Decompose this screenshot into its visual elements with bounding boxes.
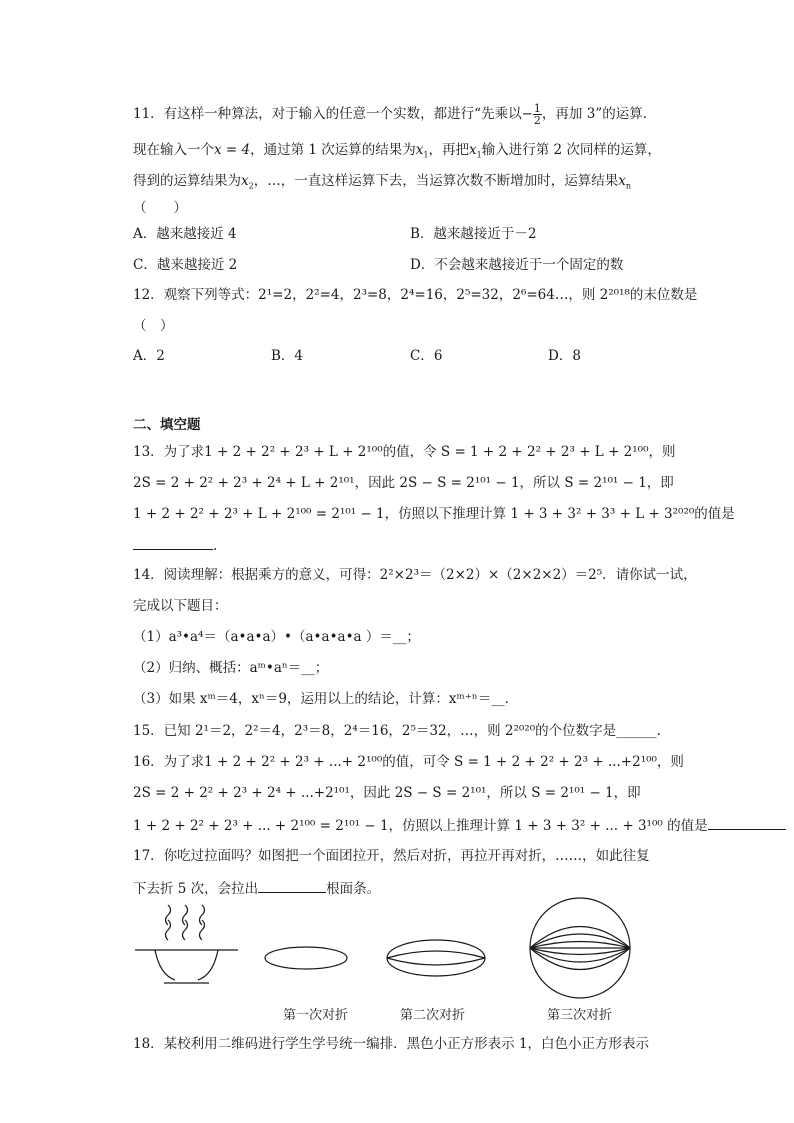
q14-line1: 14．阅读理解：根据乘方的意义，可得：2²×2³＝（2×2）×（2×2×2）＝2⁵．请你试一试， bbox=[133, 567, 697, 583]
second-fold-shape bbox=[387, 940, 485, 976]
q12-answer-paren: （ ） bbox=[133, 318, 174, 334]
q12-stem: 12．观察下列等式：2¹=2，2²=4，2³=8，2⁴=16，2⁵=32，2⁶=64…，则 2²⁰¹⁸的末位数是 bbox=[133, 287, 698, 303]
q11-line3: 得到的运算结果为$x_2$，…，一直这样运算下去，当运算次数不断增加时，运算结果$x_n$ bbox=[133, 173, 631, 191]
q15-stem: 15．已知 2¹＝2，2²＝4，2³＝8，2⁴＝16，2⁵＝32，…，则 2²⁰²⁰的个位数字是______. bbox=[133, 723, 661, 739]
q13-answer-line: . bbox=[133, 535, 217, 555]
q12-option-c: C．6 bbox=[410, 348, 443, 364]
q16-line2: 2S = 2 + 2² + 2³ + 2⁴ + ...+2¹⁰¹，因此 2S − S = 2¹⁰¹，所以 S = 2¹⁰¹ − 1，即 bbox=[133, 785, 641, 801]
q18-line1: 18．某校利用二维码进行学生学号统一编排．黑色小正方形表示 1，白色小正方形表示 bbox=[133, 1036, 650, 1052]
q11-option-b: B．越来越接近于－2 bbox=[410, 226, 537, 242]
first-fold-shape bbox=[265, 947, 347, 969]
q13-line1: 13．为了求1 + 2 + 2² + 2³ + L + 2¹⁰⁰的值，令 S = 1 + 2 + 2² + 2³ + L + 2¹⁰⁰，则 bbox=[133, 444, 676, 460]
third-fold-shape bbox=[530, 898, 630, 998]
q11-option-a: A．越来越接近 4 bbox=[133, 226, 237, 242]
q11-answer-paren: （ ） bbox=[133, 200, 187, 216]
section-heading-fill-in: 二、填空题 bbox=[133, 417, 201, 433]
q17-line1: 17．你吃过拉面吗？如图把一个面团拉开，然后对折，再拉开再对折，……，如此往复 bbox=[133, 848, 650, 864]
fraction-one-half: $\frac{1}{2}$ bbox=[533, 102, 541, 127]
bowl-icon bbox=[135, 905, 238, 983]
q14-part3: （3）如果 xᵐ＝4，xⁿ＝9，运用以上的结论，计算：xᵐ⁺ⁿ＝__． bbox=[133, 691, 519, 707]
q12-option-a: A．2 bbox=[133, 348, 165, 364]
second-fold-label: 第二次对折 bbox=[400, 1008, 466, 1023]
q14-part2: （2）归纳、概括：aᵐ•aⁿ＝__； bbox=[133, 660, 329, 676]
q11-line2: 现在输入一个x = 4，通过第 1 次运算的结果为$x_1$，再把$x_1$输入进行第 2 次同样的运算， bbox=[133, 142, 661, 160]
q14-part1: （1）a³•a⁴＝（a•a•a）•（a•a•a•a ）＝__； bbox=[133, 629, 420, 645]
q11-option-c: C．越来越接近 2 bbox=[133, 257, 238, 273]
q11-option-d: D．不会越来越接近于一个固定的数 bbox=[410, 257, 624, 273]
first-fold-label: 第一次对折 bbox=[283, 1008, 349, 1023]
q14-line2: 完成以下题目： bbox=[133, 598, 228, 614]
q16-line3: 1 + 2 + 2² + 2³ + ... + 2¹⁰⁰ = 2¹⁰¹ − 1，仿照以上推理计算 1 + 3 + 3² + ... + 3¹⁰⁰ 的值是 bbox=[133, 815, 786, 835]
q12-option-d: D．8 bbox=[548, 348, 581, 364]
q16-line1: 16．为了求1 + 2 + 2² + 2³ + ...+ 2¹⁰⁰的值，可令 S = 1 + 2 + 2² + 2³ + ...+2¹⁰⁰，则 bbox=[133, 754, 684, 770]
q12-option-b: B．4 bbox=[271, 348, 304, 364]
q13-line2: 2S = 2 + 2² + 2³ + 2⁴ + L + 2¹⁰¹，因此 2S − S = 2¹⁰¹ − 1，所以 S = 2¹⁰¹ − 1，即 bbox=[133, 475, 674, 491]
third-fold-label: 第三次对折 bbox=[547, 1008, 613, 1023]
q17-line2: 下去折 5 次，会拉出 根面条。 bbox=[133, 878, 380, 898]
q11-line1: 11．有这样一种算法，对于输入的任意一个实数，都进行“先乘以− $\frac{1}{2}$ ，再加 3”的运算. bbox=[133, 102, 647, 127]
q13-line3: 1 + 2 + 2² + 2³ + L + 2¹⁰⁰ = 2¹⁰¹ − 1，仿照以下推理计算 1 + 3 + 3² + 3³ + L + 3²⁰²⁰的值是 bbox=[133, 506, 735, 522]
